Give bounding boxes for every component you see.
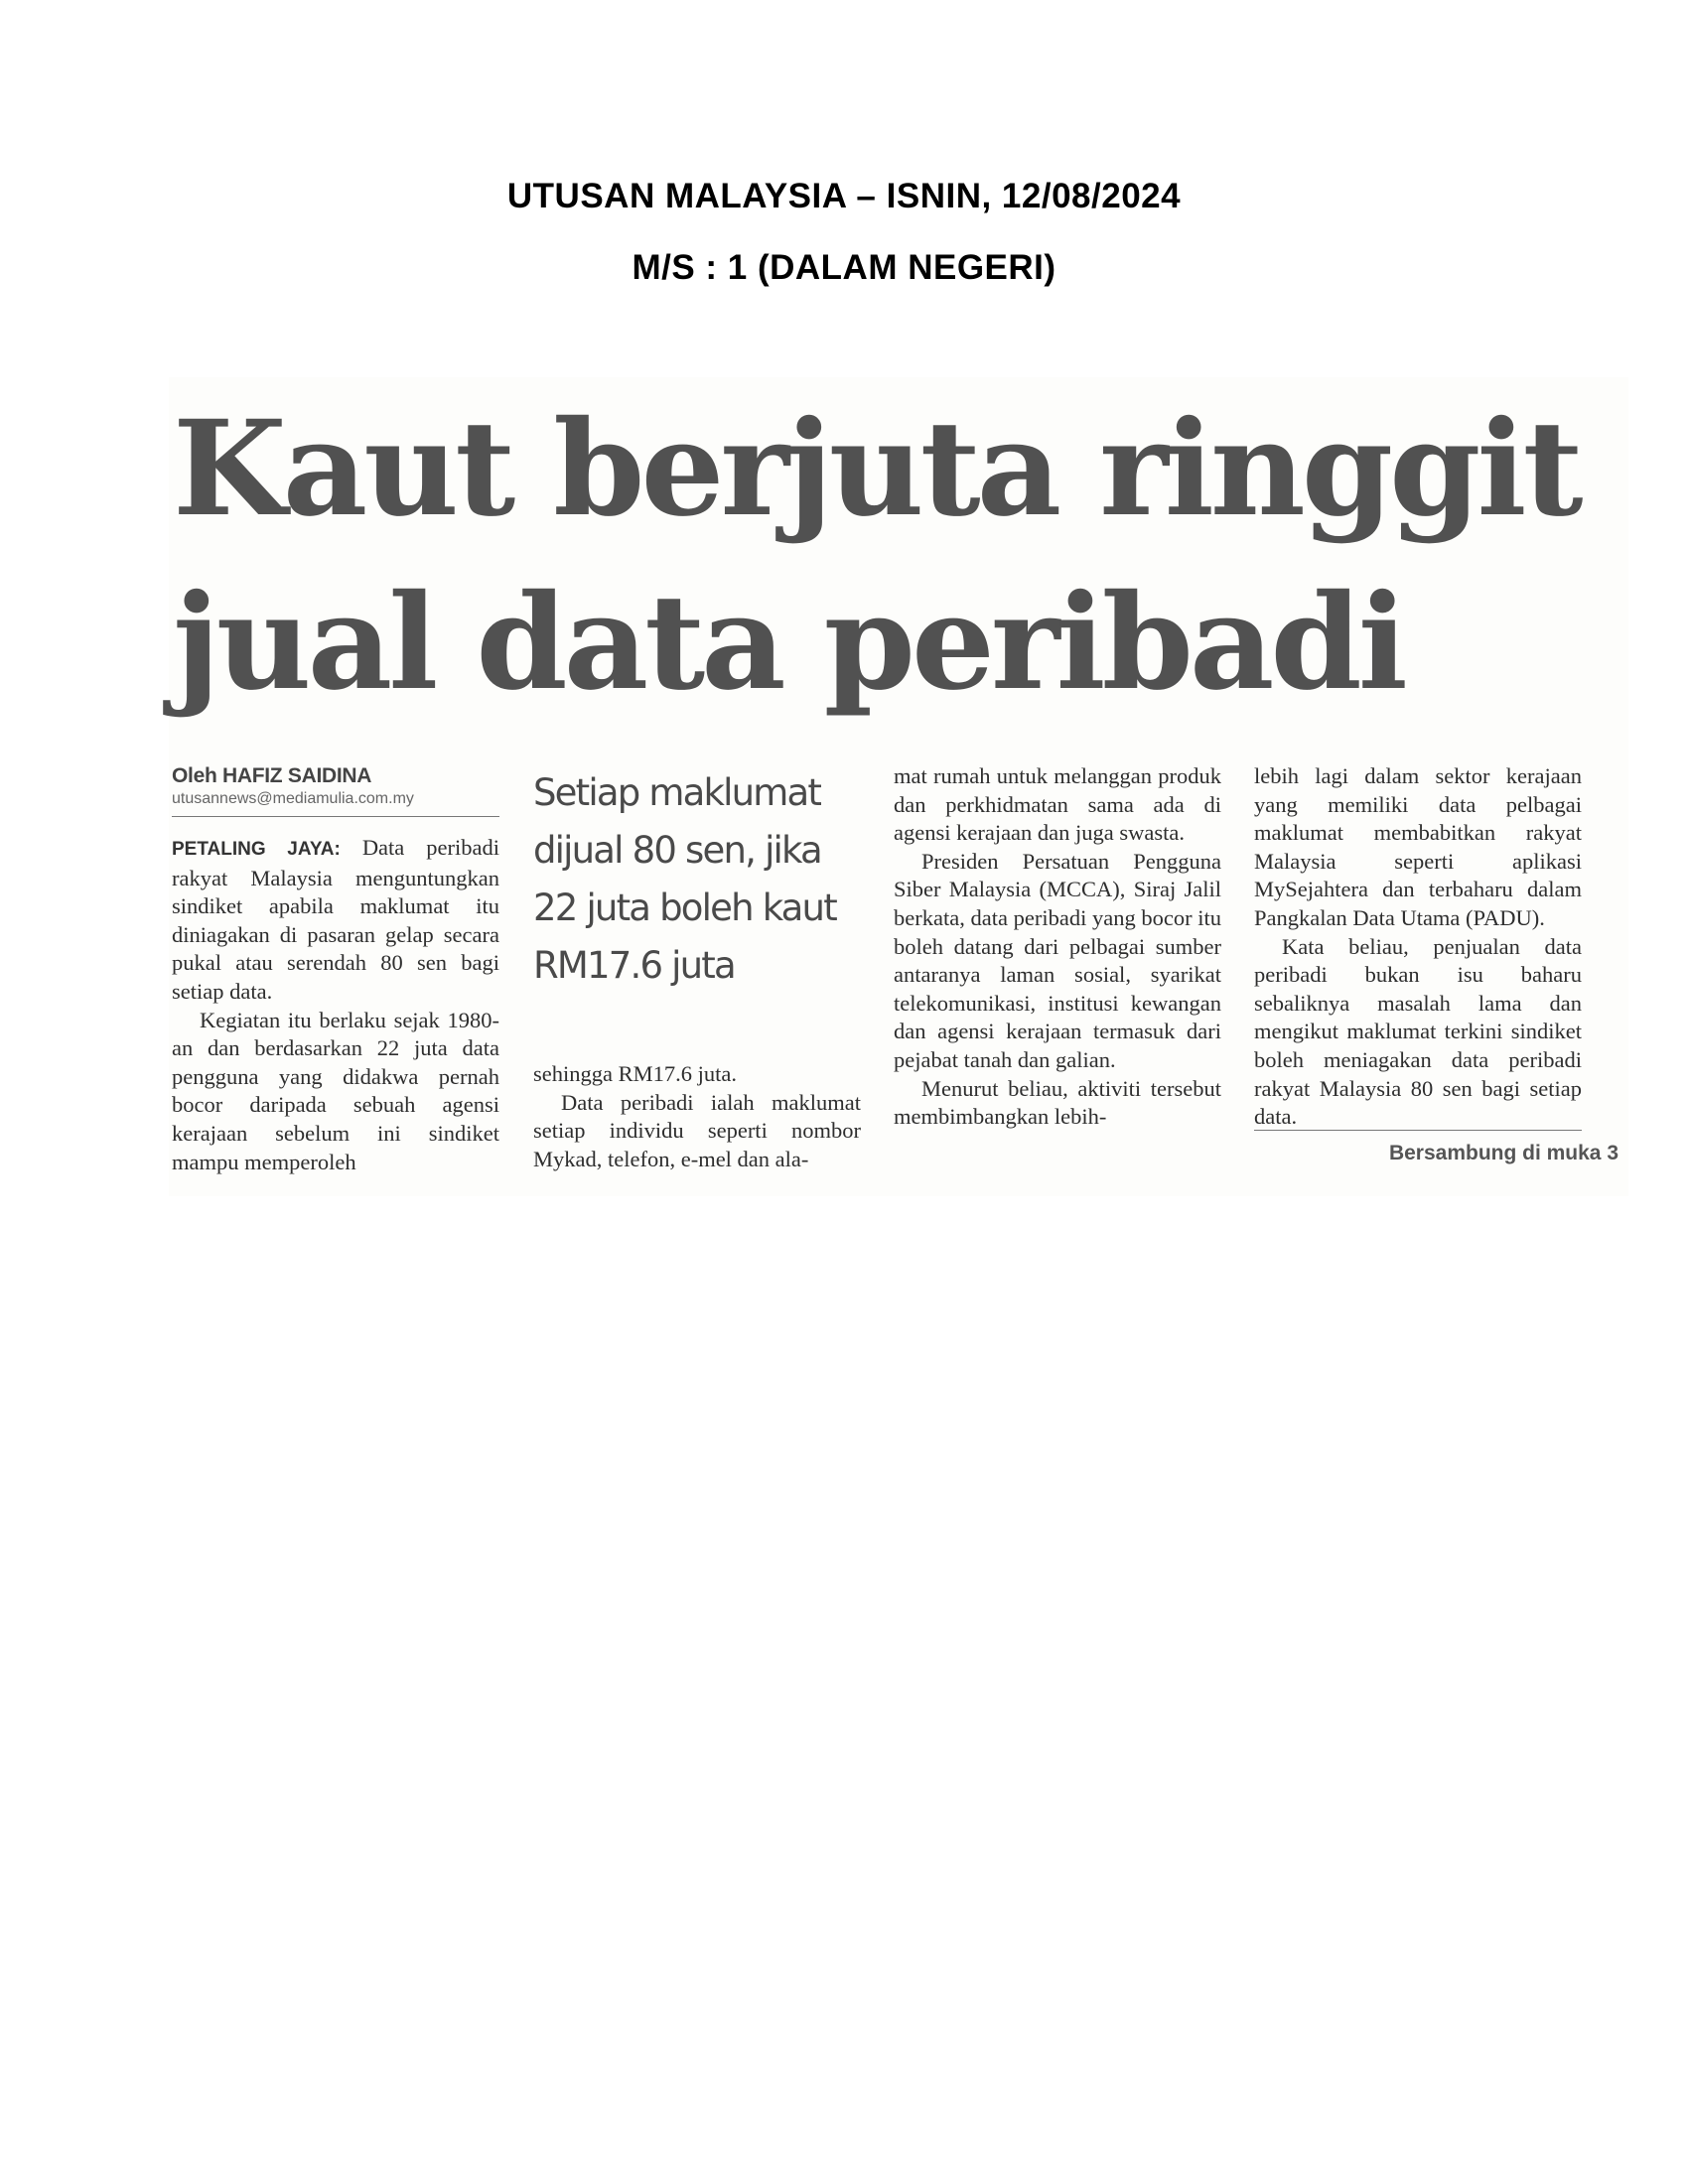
column-3-paragraph-3: Menurut beliau, aktiviti tersebut membimbangkan lebih- bbox=[894, 1075, 1221, 1130]
column-4-paragraph-1: lebih lagi dalam sektor kerajaan yang memiliki data pelbagai maklumat membabitkan rakyat Malaysia seperti aplikasi MySejahtera dan terbaharu dalam Pangkalan Data Utama (PADU). bbox=[1254, 763, 1582, 930]
continued-on-page: Bersambung di muka 3 bbox=[1388, 1142, 1618, 1164]
column-1-paragraph-1 bbox=[172, 834, 499, 1007]
column-1 bbox=[172, 834, 499, 1176]
newspaper-clipping bbox=[169, 377, 1628, 1196]
byline-rule bbox=[172, 816, 499, 817]
lead-text: Data peribadi rakyat Malaysia menguntungkan sindiket apabila maklumat itu diniagakan di pasaran gelap secara pukal atau serendah 80 sen bagi setiap data. bbox=[172, 835, 499, 1004]
continuation-rule bbox=[1254, 1130, 1582, 1131]
page-header-publication: UTUSAN MALAYSIA – ISNIN, 12/08/2024 bbox=[506, 177, 1182, 215]
article-headline bbox=[173, 385, 1632, 733]
byline bbox=[172, 764, 499, 808]
column-2-paragraph-2: Data peribadi ialah maklumat setiap individu seperti nombor Mykad, telefon, e-mel dan ala- bbox=[533, 1089, 861, 1171]
author-email: utusannews@mediamulia.com.my bbox=[172, 790, 414, 807]
column-3-paragraph-2: Presiden Persatuan Pengguna Siber Malaysia (MCCA), Siraj Jalil berkata, data peribadi yang bocor itu boleh datang dari pelbagai sumber antaranya laman sosial, syarikat telekomunikasi, institusi kewangan dan agensi kerajaan termasuk dari pejabat tanah dan galian. bbox=[894, 848, 1221, 1072]
headline-line-1: Kaut berjuta ringgit bbox=[173, 392, 1580, 546]
column-3 bbox=[894, 762, 1221, 1132]
dateline: PETALING JAYA: bbox=[172, 839, 341, 860]
column-1-paragraph-2: Kegiatan itu berlaku sejak 1980-an dan berdasarkan 22 juta data pengguna yang didakwa pernah bocor daripada sebuah agensi kerajaan sebelum ini sindiket mampu memperoleh bbox=[172, 1007, 499, 1174]
pull-quote: Setiap maklumat dijual 80 sen, jika 22 juta boleh kaut RM17.6 juta bbox=[533, 771, 836, 987]
headline-line-2: jual data peribadi bbox=[173, 566, 1404, 720]
column-4-paragraph-2: Kata beliau, penjualan data peribadi bukan isu baharu sebaliknya masalah lama dan mengikut maklumat terkini sindiket boleh meniagakan data peribadi rakyat Malaysia 80 sen bagi setiap data. bbox=[1254, 933, 1582, 1130]
page-header-section: M/S : 1 (DALAM NEGERI) bbox=[632, 248, 1056, 287]
column-4 bbox=[1254, 762, 1582, 1132]
column-2 bbox=[533, 1060, 861, 1173]
author-name: Oleh HAFIZ SAIDINA bbox=[172, 764, 372, 787]
column-2-paragraph-1: sehingga RM17.6 juta. bbox=[533, 1061, 737, 1086]
column-3-paragraph-1: mat rumah untuk melanggan produk dan perkhidmatan sama ada di agensi kerajaan dan juga swasta. bbox=[894, 763, 1221, 846]
